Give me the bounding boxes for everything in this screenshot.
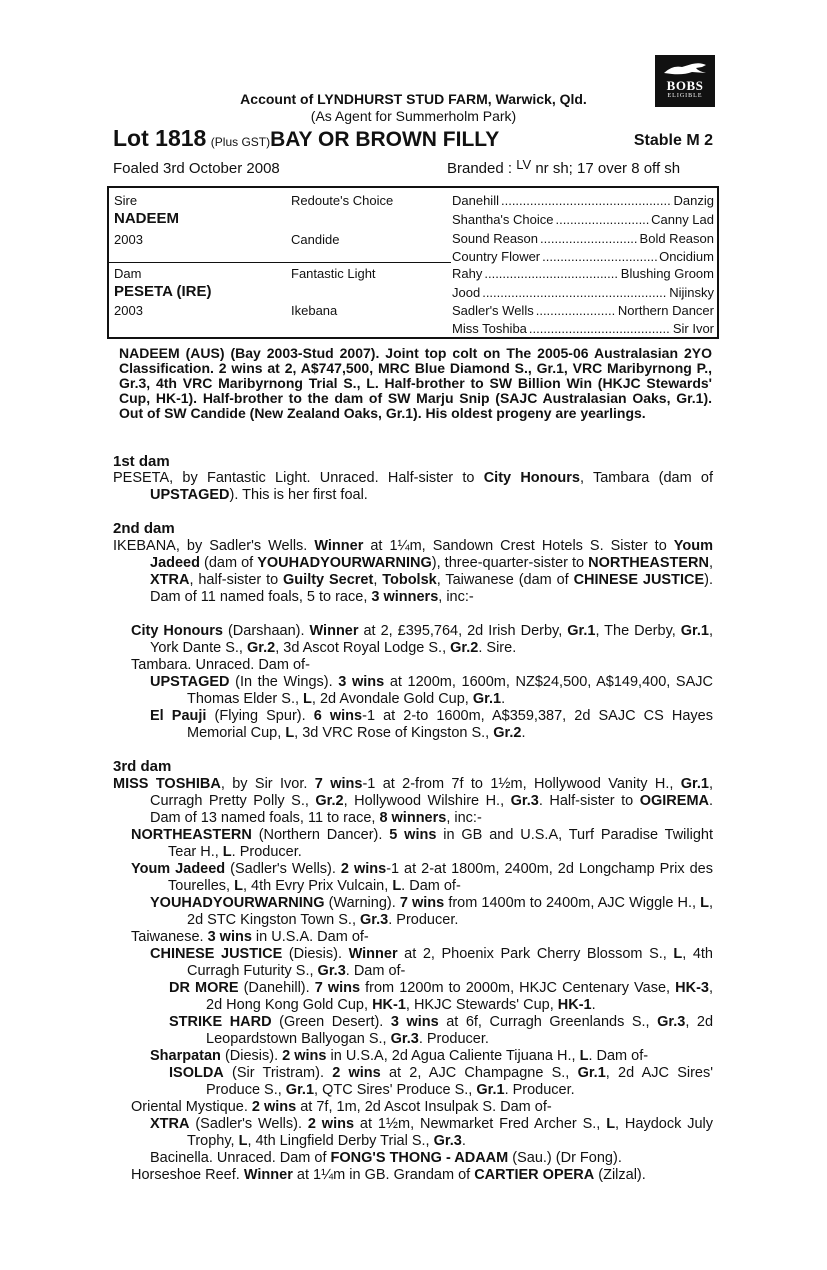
text: (In the Wings).: [229, 674, 339, 690]
progeny-youhadyourwarning: [150, 895, 713, 929]
ancestor-name: Sound Reason: [452, 231, 539, 246]
bold-text: Youm Jadeed: [131, 861, 226, 877]
bold-text: L: [303, 691, 312, 707]
bold-text: UPSTAGED: [150, 674, 230, 690]
bold-text: L: [234, 878, 243, 894]
ancestor-name: Danehill: [452, 193, 499, 208]
bold-text: L: [700, 895, 709, 911]
divider: [109, 262, 451, 263]
bold-text: HK-3: [675, 980, 709, 996]
leader-dots: [542, 249, 657, 264]
text: (Danehill).: [238, 980, 315, 996]
bold-text: CHINESE JUSTICE: [150, 946, 283, 962]
bold-text: Winner: [243, 1167, 293, 1183]
bold-text: Gr.3: [360, 912, 389, 928]
third-dam-heading: 3rd dam: [113, 758, 172, 775]
bold-text: L: [392, 878, 402, 894]
text: at 1½m, Newmarket Fred Archer S.,: [354, 1116, 607, 1132]
text: ). Dam of 11 named foals, 5 to race,: [150, 572, 713, 605]
text: (Diesis).: [282, 946, 349, 962]
text: , 2d STC Kingston Town S.,: [187, 895, 713, 928]
sire-label: Sire: [114, 193, 138, 208]
bold-text: NORTHEASTERN: [588, 555, 709, 571]
text: .: [501, 691, 506, 707]
text: , The Derby,: [595, 623, 681, 639]
pedigree-ancestor: [452, 285, 714, 300]
text: at 1¼m, Sandown Crest Hotels S. Sister to: [363, 538, 674, 554]
bold-text: Gr.1: [567, 623, 596, 639]
lot-description: BAY OR BROWN FILLY: [270, 128, 500, 151]
text: , Tambara (dam of: [579, 470, 713, 486]
progeny-isolda: [169, 1065, 713, 1099]
leader-dots: [501, 193, 672, 208]
text: (Green Desert).: [271, 1014, 391, 1030]
text: , 2d Leopardstown Ballyogan S.,: [206, 1014, 714, 1047]
bold-text: 3 wins: [207, 929, 252, 945]
stable: Stable M 2: [633, 132, 713, 149]
text: , 2d Hong Kong Gold Cup,: [206, 980, 713, 1013]
progeny-strike-hard: [169, 1014, 713, 1048]
dam-dam: Ikebana: [291, 303, 338, 318]
text: , QTC Sires' Produce S.,: [314, 1082, 477, 1098]
bold-text: Gr.3: [510, 793, 539, 809]
first-dam-heading: 1st dam: [113, 453, 170, 470]
progeny-el-pauji: [150, 708, 713, 742]
horse-name: City Honours: [483, 470, 580, 486]
bold-text: Gr.2: [315, 793, 344, 809]
bold-text: CHINESE JUSTICE: [573, 572, 705, 588]
bold-text: ISOLDA: [169, 1065, 224, 1081]
ancestor-name: Country Flower: [452, 249, 541, 264]
text: , inc:-: [446, 810, 482, 826]
bold-text: Tobolsk: [382, 572, 437, 588]
text: (Sir Tristram).: [223, 1065, 333, 1081]
text: in U.S.A, 2d Agua Caliente Tijuana H.,: [326, 1048, 580, 1064]
bold-text: Gr.3: [317, 963, 346, 979]
text: . Half-sister to: [538, 793, 640, 809]
text: . Dam of-: [345, 963, 406, 979]
text: from 1200m to 2000m, HKJC Centenary Vase,: [360, 980, 676, 996]
bold-text: Gr.3: [390, 1031, 419, 1047]
third-dam-text: [113, 776, 713, 827]
text: . Dam of-: [588, 1048, 649, 1064]
text: (Darshaan).: [222, 623, 310, 639]
text: .: [591, 997, 596, 1013]
bold-text: 2 wins: [251, 1099, 297, 1115]
sire-year: 2003: [114, 232, 143, 247]
bold-text: DR MORE: [169, 980, 239, 996]
bold-text: Youm Jadeed: [150, 538, 713, 571]
text: (Sau.) (Dr Fong).: [508, 1150, 622, 1166]
text: (Diesis).: [220, 1048, 283, 1064]
bold-text: OGIREMA: [639, 793, 709, 809]
bold-text: Gr.2: [247, 640, 276, 656]
ancestor-sire: Canny Lad: [651, 212, 714, 227]
bold-text: 3 wins: [390, 1014, 439, 1030]
bold-text: 7 wins: [314, 980, 361, 996]
text: ). This is her first foal.: [229, 487, 368, 503]
dam-year: 2003: [114, 303, 143, 318]
lot-line: [113, 125, 713, 153]
dam-label: Dam: [114, 266, 142, 281]
sire-blurb: NADEEM (AUS) (Bay 2003-Stud 2007). Joint top colt on The 2005-06 Australasian 2YO Classification. 2 wins at 2, A$747,500, MRC Blue Diamond S., Gr.1, VRC Maribyrnong P., Gr.3, 4th VRC Maribyrnong Trial S., L. Half-brother to SW Billion Win (HKJC Stewards' Cup, HK-1). Half-brother to the dam of SW Marju Snip (SAJC Australasian Oaks, Gr.1). Out of SW Candide (New Zealand Oaks, Gr.1). His oldest progeny are yearlings.: [119, 345, 712, 421]
text: , 2d Avondale Gold Cup,: [311, 691, 473, 707]
bold-text: Winner: [348, 946, 398, 962]
text: at 1200m, 1600m, NZ$24,500, A$149,400, SAJC Thomas Elder S.,: [187, 674, 713, 707]
progeny-sharpatan: [150, 1048, 713, 1065]
bold-text: Gr.1: [476, 1082, 505, 1098]
progeny-chinese-justice: [150, 946, 713, 980]
text: Oriental Mystique.: [131, 1099, 252, 1115]
text: , York Dante S.,: [150, 623, 714, 656]
text: -1 at 2-from 7f to 1½m, Hollywood Vanity H.,: [362, 776, 681, 792]
first-dam-text: [113, 470, 713, 504]
text: . Dam of 13 named foals, 11 to race,: [150, 793, 714, 826]
bold-text: Gr.1: [577, 1065, 606, 1081]
text: at 2, Phoenix Park Cherry Blossom S.,: [397, 946, 674, 962]
bold-text: Gr.3: [433, 1133, 462, 1149]
bold-text: 7 wins: [314, 776, 363, 792]
bold-text: 7 wins: [399, 895, 445, 911]
progeny-northeastern: [131, 827, 713, 861]
progeny-upstaged: [150, 674, 713, 708]
text: in GB and U.S.A, Turf Paradise Twilight Tear H.,: [168, 827, 713, 860]
text: -1 at 2-to 1600m, A$359,387, 2d SAJC CS Hayes Memorial Cup,: [187, 708, 713, 741]
bold-text: City Honours: [131, 623, 223, 639]
text: -1 at 2-at 1800m, 2400m, 2d Longchamp Prix des Tourelles,: [168, 861, 713, 894]
text: , HKJC Stewards' Cup,: [405, 997, 558, 1013]
leader-dots: [540, 231, 638, 246]
bold-text: STRIKE HARD: [169, 1014, 272, 1030]
leader-dots: [529, 321, 671, 336]
second-dam-heading: 2nd dam: [113, 520, 175, 537]
bold-text: CARTIER OPERA: [474, 1167, 595, 1183]
progeny-tambara: Tambara. Unraced. Dam of-: [131, 657, 310, 673]
leader-dots: [556, 212, 650, 227]
text: .: [461, 1133, 466, 1149]
lot-number: Lot 1818: [113, 125, 207, 151]
sire-name: NADEEM: [114, 210, 180, 227]
pedigree-ancestor: [452, 266, 714, 281]
pedigree-table: [107, 186, 719, 339]
bold-text: El Pauji: [150, 708, 207, 724]
bold-text: XTRA: [150, 572, 190, 588]
bold-text: FONG'S THONG - ADAAM: [330, 1150, 509, 1166]
bold-text: HK-1: [557, 997, 592, 1013]
text: , 4th Evry Prix Vulcain,: [242, 878, 393, 894]
bold-text: Gr.1: [680, 776, 709, 792]
bold-text: 2 wins: [332, 1065, 381, 1081]
text: at 7f, 1m, 2d Ascot Insulpak S. Dam of-: [296, 1099, 552, 1115]
bold-text: YOUHADYOURWARNING: [257, 555, 432, 571]
bold-text: Sharpatan: [150, 1048, 221, 1064]
bold-text: L: [285, 725, 295, 741]
bold-text: 8 winners: [379, 810, 447, 826]
text: , 4th Curragh Futurity S.,: [187, 946, 713, 979]
horse-name: UPSTAGED: [150, 487, 230, 503]
text: at 6f, Curragh Greenlands S.,: [438, 1014, 658, 1030]
vendor-account: Account of LYNDHURST STUD FARM, Warwick, Qld.: [240, 91, 587, 107]
progeny-horseshoe-reef: [131, 1167, 713, 1184]
text: , 3d VRC Rose of Kingston S.,: [294, 725, 494, 741]
text: , inc:-: [438, 589, 474, 605]
pedigree-ancestor: [452, 249, 714, 264]
logo-text: BOBS: [666, 78, 704, 93]
ancestor-sire: Oncidium: [659, 249, 714, 264]
bold-text: MISS TOSHIBA: [113, 776, 221, 792]
text: (Sadler's Wells).: [225, 861, 341, 877]
bold-text: L: [606, 1116, 616, 1132]
text: . Producer.: [388, 912, 459, 928]
bold-text: Winner: [309, 623, 359, 639]
text: . Dam of-: [401, 878, 461, 894]
ancestor-sire: Blushing Groom: [620, 266, 714, 281]
text: , Haydock July Trophy,: [187, 1116, 713, 1149]
branded: [447, 157, 681, 177]
progeny-youm-jadeed: [131, 861, 713, 895]
ancestor-name: Jood: [452, 285, 481, 300]
text: Taiwanese.: [131, 929, 208, 945]
bold-text: Gr.2: [493, 725, 522, 741]
text: , 4th Lingfield Derby Trial S.,: [247, 1133, 434, 1149]
bold-text: L: [673, 946, 683, 962]
text: , 2d AJC Sires' Produce S.,: [206, 1065, 713, 1098]
leader-dots: [482, 285, 667, 300]
bold-text: 2 wins: [340, 861, 387, 877]
sire-dam: Candide: [291, 232, 340, 247]
bold-text: HK-1: [372, 997, 406, 1013]
text: ,: [373, 572, 383, 588]
ancestor-sire: Danzig: [673, 193, 714, 208]
dam-name: PESETA (IRE): [114, 283, 212, 300]
progeny-taiwanese: [131, 929, 713, 946]
text: , Curragh Pretty Polly S.,: [150, 776, 713, 809]
branded-suffix: nr sh; 17 over 8 off sh: [531, 160, 681, 177]
progeny-dr-more: [169, 980, 713, 1014]
pedigree-ancestor: [452, 231, 714, 246]
text: (Zilzal).: [594, 1167, 646, 1183]
text: from 1400m to 2400m, AJC Wiggle H.,: [444, 895, 701, 911]
pedigree-ancestor: [452, 321, 714, 336]
bold-text: 2 wins: [307, 1116, 355, 1132]
bold-text: Gr.1: [472, 691, 502, 707]
text: ), three-quarter-sister to: [431, 555, 589, 571]
bold-text: Gr.1: [285, 1082, 315, 1098]
text: , Hollywood Wilshire H.,: [343, 793, 511, 809]
text: . Producer.: [231, 844, 302, 860]
text: , Taiwanese (dam of: [436, 572, 574, 588]
agent-line: (As Agent for Summerholm Park): [310, 108, 517, 124]
pedigree-ancestor: [452, 212, 714, 227]
bold-text: 6 wins: [313, 708, 363, 724]
text: IKEBANA, by Sadler's Wells.: [113, 538, 315, 554]
dam-sire: Fantastic Light: [291, 266, 376, 281]
bold-text: Gr.3: [657, 1014, 686, 1030]
sire-sire: Redoute's Choice: [291, 193, 394, 208]
bold-text: Guilty Secret: [283, 572, 374, 588]
text: (dam of: [199, 555, 258, 571]
logo-subtext: ELIGIBLE: [667, 93, 703, 99]
bold-text: 5 wins: [389, 827, 437, 843]
brand-mark: LV: [516, 157, 532, 172]
text: at 2, AJC Champagne S.,: [380, 1065, 578, 1081]
racehorse-icon: [662, 59, 708, 79]
ancestor-name: Rahy: [452, 266, 483, 281]
progeny-oriental-mystique: [131, 1099, 713, 1116]
bold-text: YOUHADYOURWARNING: [150, 895, 325, 911]
leader-dots: [484, 266, 618, 281]
ancestor-sire: Sir Ivor: [672, 321, 714, 336]
second-dam-text: [113, 538, 713, 606]
bold-text: L: [238, 1133, 248, 1149]
bold-text: Winner: [314, 538, 364, 554]
text: (Warning).: [324, 895, 400, 911]
text: in U.S.A. Dam of-: [251, 929, 369, 945]
text: (Flying Spur).: [206, 708, 314, 724]
ancestor-name: Miss Toshiba: [452, 321, 527, 336]
ancestor-sire: Nijinsky: [669, 285, 714, 300]
bold-text: L: [579, 1048, 589, 1064]
progeny-xtra: [150, 1116, 713, 1150]
text: ,: [708, 555, 714, 571]
ancestor-sire: Northern Dancer: [617, 303, 714, 318]
leader-dots: [536, 303, 616, 318]
text: (Northern Dancer).: [251, 827, 390, 843]
bold-text: 3 wins: [338, 674, 385, 690]
branded-prefix: Branded :: [447, 160, 517, 177]
text: . Producer.: [504, 1082, 575, 1098]
pedigree-ancestor: [452, 193, 714, 208]
bold-text: Gr.1: [680, 623, 709, 639]
bold-text: XTRA: [150, 1116, 190, 1132]
progeny-city-honours: [131, 623, 713, 657]
text: at 1¼m in GB. Grandam of: [292, 1167, 475, 1183]
bold-text: 3 winners: [371, 589, 439, 605]
foaled-date: Foaled 3rd October 2008: [113, 160, 280, 177]
text: .: [521, 725, 526, 741]
text: . Sire.: [478, 640, 517, 656]
bold-text: NORTHEASTERN: [131, 827, 252, 843]
plus-gst: (Plus GST): [210, 135, 271, 149]
text: Bacinella. Unraced. Dam of: [150, 1150, 331, 1166]
bold-text: Gr.2: [450, 640, 479, 656]
text: , by Sir Ivor.: [220, 776, 315, 792]
bold-text: 2 wins: [282, 1048, 327, 1064]
text: Horseshoe Reef.: [131, 1167, 244, 1183]
text: , 3d Ascot Royal Lodge S.,: [275, 640, 451, 656]
text: , half-sister to: [189, 572, 284, 588]
progeny-bacinella: [150, 1150, 713, 1167]
text: at 2, £395,764, 2d Irish Derby,: [358, 623, 568, 639]
ancestor-name: Shantha's Choice: [452, 212, 554, 227]
ancestor-sire: Bold Reason: [639, 231, 714, 246]
pedigree-ancestor: [452, 303, 714, 318]
bold-text: L: [222, 844, 232, 860]
text: . Producer.: [418, 1031, 489, 1047]
text: (Sadler's Wells).: [189, 1116, 308, 1132]
ancestor-name: Sadler's Wells: [452, 303, 534, 318]
text: PESETA, by Fantastic Light. Unraced. Half-sister to: [113, 470, 484, 486]
